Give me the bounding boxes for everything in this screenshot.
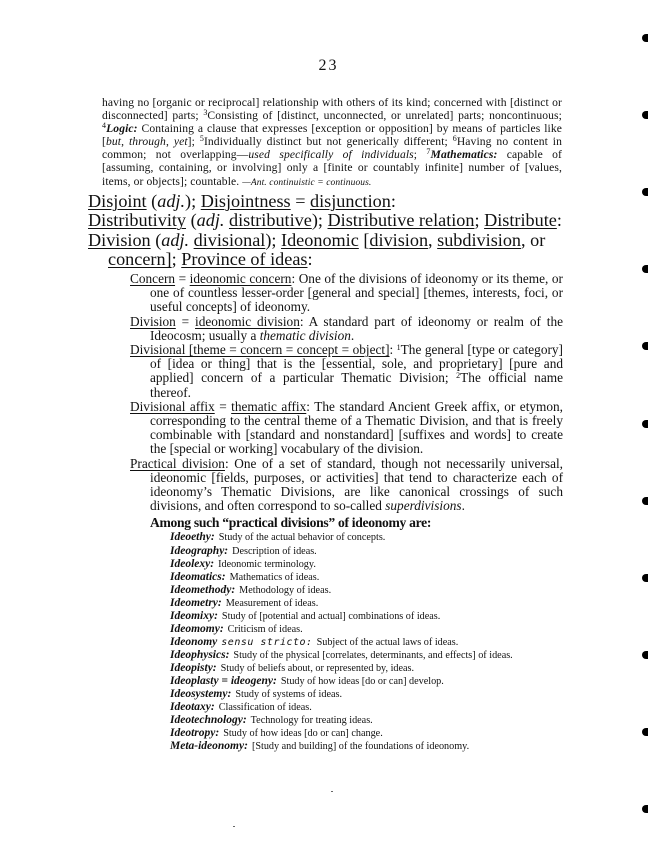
list-item: [170, 545, 600, 558]
division-term: Ideoethy:: [170, 531, 215, 544]
list-item: [170, 727, 600, 740]
division-term: Ideotropy:: [170, 727, 220, 740]
underlined-term: Division: [88, 229, 151, 250]
sense-number: 2: [456, 371, 461, 381]
text-segment: :: [307, 249, 313, 270]
division-definition: Ideonomic terminology.: [218, 558, 316, 570]
text-segment: .: [461, 498, 465, 514]
definition-entries: [130, 272, 563, 513]
text-segment: : One of the divisions of ideonomy or its theme, or one of countless lesser-order [general and special] [themes, interests, foci, or useful concepts] of ideonomy.: [150, 271, 563, 315]
practical-divisions-heading: Among such “practical divisions” of ideonomy are:: [150, 515, 432, 531]
text-segment: =: [175, 271, 190, 287]
list-item: [170, 623, 600, 636]
underlined-term: Province of ideas: [181, 249, 308, 270]
definition-entry: [130, 315, 563, 343]
division-term: Ideosystemy:: [170, 688, 232, 701]
division-term: Ideophysics:: [170, 648, 230, 661]
underlined-term: ideonomic division: [195, 313, 300, 329]
underlined-term: Division: [130, 313, 176, 329]
scan-speck: [331, 791, 333, 792]
definition-entry: [130, 343, 563, 400]
list-item: [170, 636, 600, 649]
division-term: Ideotaxy:: [170, 701, 215, 714]
binding-hole-mark: [642, 188, 648, 196]
list-item: [170, 649, 600, 662]
text-segment: used specifically of individuals: [248, 148, 414, 162]
intro-paragraph: [102, 96, 562, 190]
term-qualifier: sensu stricto:: [221, 636, 313, 648]
binding-hole-mark: [642, 420, 648, 428]
text-segment: Containing a clause that expresses [exception or opposition] by means of particles like [: [102, 122, 562, 149]
binding-hole-mark: [642, 805, 648, 813]
division-term: Ideomatics:: [170, 570, 226, 583]
text-segment: yet: [173, 135, 188, 149]
list-item: [170, 688, 600, 701]
text-segment: .: [350, 327, 355, 343]
headword-line: [88, 231, 563, 251]
text-segment: : One of a set of standard, though not necessarily universal, ideonomic [fields, purposes, or activities] that tend to characterize each of ideonomy’s Thematic Divisions, are like canonical crossings of such divisions, and often correspond to so-called: [150, 455, 563, 514]
binding-hole-mark: [642, 34, 648, 42]
text-segment: Mathematics:: [430, 148, 498, 162]
list-item: [170, 531, 600, 544]
sense-number: 7: [426, 147, 431, 157]
binding-hole-mark: [642, 111, 648, 119]
text-segment: );: [185, 190, 201, 211]
division-term: Meta-ideonomy:: [170, 740, 248, 753]
text-segment: Individually distinct but not generically different;: [203, 135, 453, 149]
text-segment: , or: [521, 229, 546, 250]
list-item: [170, 675, 600, 688]
sense-number: 4: [102, 121, 107, 131]
text-segment: );: [311, 210, 328, 231]
underlined-term: ideonomic concern: [189, 271, 292, 287]
division-definition: Study of [potential and actual] combinations of ideas.: [221, 610, 441, 622]
sense-number: 3: [203, 108, 208, 118]
text-segment: The general [type or category] of [idea or thing] that is the [essential, sole, and proprietary] [pure and applied] concern of a particular Thematic Division;: [150, 342, 563, 386]
text-segment: :: [390, 190, 396, 211]
binding-hole-mark: [642, 574, 648, 582]
text-segment: ];: [187, 135, 200, 149]
headword-line: [88, 192, 563, 212]
underlined-term: Divisional affix: [130, 398, 215, 414]
underlined-term: Ideonomic: [281, 229, 359, 250]
underlined-term: Practical division: [130, 455, 225, 471]
binding-hole-mark: [642, 728, 648, 736]
text-segment: adj.: [196, 210, 225, 231]
text-segment: );: [265, 229, 282, 250]
division-term: Ideomethody:: [170, 583, 236, 596]
underlined-term: divisional: [193, 229, 266, 250]
headword-block: [88, 192, 563, 270]
text-segment: Having no content in common; not overlapping—: [102, 135, 563, 162]
headword-line: [88, 250, 563, 270]
division-term: Ideopisty:: [170, 661, 217, 674]
underlined-term: Distribute: [484, 210, 557, 231]
text-segment: adj.: [157, 190, 186, 211]
text-segment: ;: [413, 148, 427, 162]
text-segment: adj.: [161, 229, 190, 250]
text-segment: [: [358, 229, 370, 250]
division-definition: Mathematics of ideas.: [229, 571, 320, 583]
division-definition: [Study and building] of the foundations of ideonomy.: [251, 741, 470, 753]
definition-entry: [130, 457, 563, 514]
sense-number: 6: [452, 134, 457, 144]
text-segment: ,: [121, 135, 129, 149]
division-definition: Study of the actual behavior of concepts.: [218, 532, 386, 544]
headword-line: [88, 211, 563, 231]
division-definition: Study of beliefs about, or represented by, ideas.: [220, 662, 415, 674]
list-item: [170, 701, 600, 714]
practical-divisions-list: [170, 531, 600, 753]
list-item: [170, 714, 600, 727]
underlined-term: Disjointness: [200, 190, 291, 211]
sense-number: 1: [396, 343, 401, 353]
text-segment: :: [556, 210, 562, 231]
division-definition: Study of how ideas [do or can] develop.: [280, 676, 444, 687]
text-segment: ;: [474, 210, 485, 231]
text-segment: through: [128, 135, 166, 149]
division-definition: Study of the physical [correlates, determinants, and effects] of ideas.: [233, 649, 513, 661]
text-segment: :: [389, 342, 397, 358]
underlined-term: Divisional [theme = concern = concept = object]: [130, 342, 390, 358]
division-term: Ideolexy:: [170, 557, 215, 570]
division-definition: Study of how ideas [do or can] change.: [223, 728, 383, 740]
text-segment: ;: [171, 249, 182, 270]
binding-marks: [640, 0, 652, 850]
division-term: Ideometry:: [170, 596, 222, 609]
underlined-term: division: [369, 229, 429, 250]
underlined-term: Concern: [130, 271, 176, 287]
list-item: [170, 584, 600, 597]
underlined-term: Disjoint: [88, 190, 147, 211]
list-item: [170, 610, 600, 623]
text-segment: (: [150, 229, 162, 250]
division-term: Ideomixy:: [170, 609, 218, 622]
division-term: Ideography:: [170, 544, 229, 557]
text-segment: but: [105, 135, 122, 149]
underlined-term: concern]: [108, 249, 172, 270]
text-segment: ,: [428, 229, 438, 250]
division-definition: Study of systems of ideas.: [235, 689, 343, 701]
underlined-term: subdivision: [437, 229, 522, 250]
list-item: [170, 597, 600, 610]
text-segment: superdivisions: [385, 498, 462, 514]
scan-speck: [233, 826, 235, 827]
division-definition: Technology for treating ideas.: [250, 715, 373, 727]
division-term: Ideonomy: [170, 635, 218, 648]
text-segment: ,: [165, 135, 174, 149]
division-term: Ideotechnology:: [170, 714, 247, 727]
sense-number: 5: [199, 134, 204, 144]
text-segment: The official name thereof.: [150, 370, 563, 400]
text-segment: : A standard part of ideonomy or realm of the Ideocosm; usually a: [150, 313, 563, 343]
list-item: [170, 662, 600, 675]
underlined-term: disjunction: [310, 190, 391, 211]
text-segment: (: [186, 210, 197, 231]
text-segment: —Ant. continuistic = continuous.: [242, 177, 372, 188]
text-segment: =: [175, 313, 196, 329]
division-definition: Classification of ideas.: [218, 702, 312, 714]
division-term: Ideoplasty = ideogeny:: [170, 675, 277, 687]
list-item: [170, 558, 600, 571]
text-segment: Logic:: [106, 122, 138, 136]
division-definition: Methodology of ideas.: [239, 584, 332, 596]
list-item: [170, 740, 600, 753]
binding-hole-mark: [642, 265, 648, 273]
binding-hole-mark: [642, 497, 648, 505]
text-segment: (: [146, 190, 158, 211]
division-definition: Subject of the actual laws of ideas.: [316, 636, 459, 648]
binding-hole-mark: [642, 651, 648, 659]
definition-entry: [130, 272, 563, 315]
text-segment: having no [organic or reciprocal] relationship with others of its kind; concerned with [distinct or disconnected] parts;: [102, 96, 562, 123]
division-term: Ideomomy:: [170, 622, 224, 635]
page-number: 23: [318, 57, 339, 74]
text-segment: thematic division: [259, 327, 351, 343]
division-definition: Description of ideas.: [232, 545, 317, 557]
underlined-term: Distributivity: [88, 210, 187, 231]
text-segment: Consisting of [distinct, unconnected, or unrelated] parts; noncontinuous;: [207, 109, 562, 123]
division-definition: Measurement of ideas.: [225, 597, 319, 609]
underlined-term: distributive: [228, 210, 312, 231]
text-segment: =: [290, 190, 310, 211]
list-item: [170, 571, 600, 584]
definition-entry: [130, 400, 563, 457]
binding-hole-mark: [642, 342, 648, 350]
underlined-term: Distributive relation: [327, 210, 475, 231]
text-segment: : The standard Ancient Greek affix, or etymon, corresponding to the central theme of a Thematic Division, and that is freely combinable with [standard and nonstandard] [suffixes and words] to create the [special or working] vocabulary of the division.: [150, 398, 563, 457]
underlined-term: thematic affix: [231, 398, 307, 414]
division-definition: Criticism of ideas.: [227, 623, 303, 635]
text-segment: =: [214, 398, 232, 414]
text-segment: capable of [assuming, containing, or involving] only a [finite or countably infinite] number of [values, items, or objects]; countable.: [102, 148, 562, 188]
